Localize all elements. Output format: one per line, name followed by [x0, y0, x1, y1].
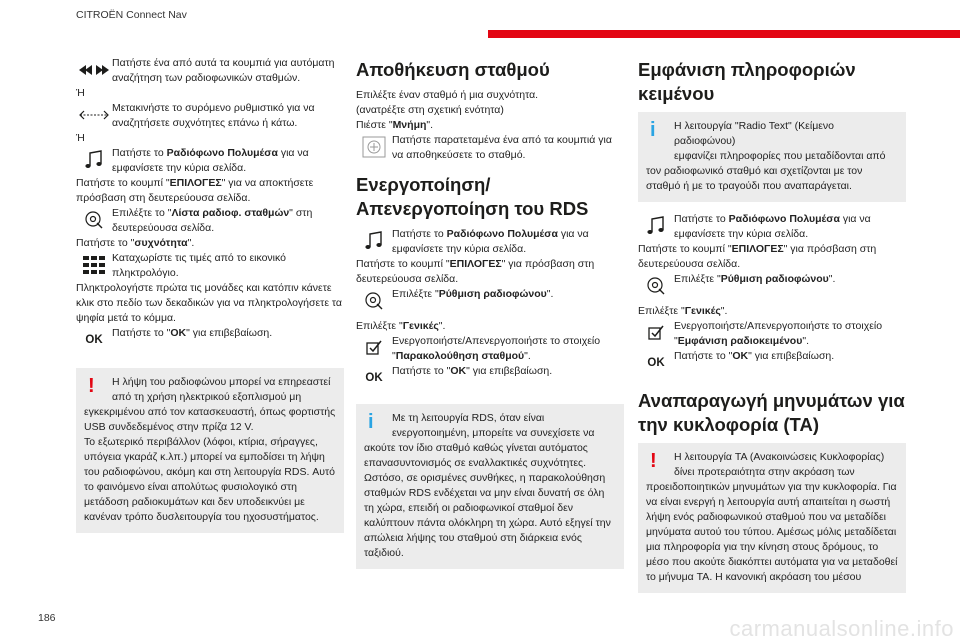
page-number: 186	[38, 612, 56, 624]
step-slider	[76, 101, 344, 131]
step-text: Πατήστε το κουμπί "ΕΠΙΛΟΓΕΣ" για να αποκτήσετε πρόσβαση στη δευτερεύουσα σελίδα.	[76, 177, 314, 204]
warning-first-line: Η λειτουργία TA (Ανακοινώσεις Κυκλοφορίας)	[674, 451, 885, 463]
section-title: Ενεργοποίηση/Απενεργοποίηση του RDS	[356, 174, 589, 219]
step-text: Καταχωρίστε τις τιμές από το εικονικό πληκτρολόγιο.	[112, 252, 286, 279]
warning-text: δίνει προτεραιότητα στην ακρόαση των προειδοποιητικών μηνυμάτων για την κυκλοφορία. Για να είναι ενεργή η λειτουργία αυτή απαιτείται η σωστή λήψη ενός ραδιοφωνικού σταθμού που να μεταδίδει μηνύματα αυτού του τύπου. Αμέσως μόλις μεταδίδεται μια πληροφορία για την κίνηση στους δρόμους, το μέσο που ακούτε διακόπτει αυτόματα για να μεταδοθεί το μήνυμα TA. Η κανονική ακρόαση του μέσου	[646, 466, 898, 583]
step-text: Πατήστε παρατεταμένα ένα από τα κουμπιά για να αποθηκεύσετε το σταθμό.	[392, 134, 612, 161]
step-text: Πατήστε ένα από αυτά τα κουμπιά για αυτόματη αναζήτηση των ραδιοφωνικών σταθμών.	[112, 57, 335, 84]
step-text: Επιλέξτε "Γενικές".	[638, 305, 728, 317]
warning-text: Το εξωτερικό περιβάλλον (λόφοι, κτίρια, σήραγγες, υπόγεια γκαράζ κ.λπ.) μπορεί να εμποδίσει τη λήψη του ραδιοφώνου, ακόμη και στη λειτουργία RDS. Αυτό το φαινόμενο είναι απολύτως φυσιολογικό στη μετάδοση ραδιοκυμάτων και δεν υποδεικνύει με κανέναν τρόπο δυσλειτουργία του ηχοσυστήματος.	[84, 436, 336, 523]
step-station-list	[76, 206, 344, 236]
step-text: Επιλέξτε "Γενικές".	[356, 320, 446, 332]
step-text: Πατήστε το "OK" για επιβεβαίωση.	[674, 350, 835, 362]
or-text: Ή	[76, 132, 85, 144]
warning-box	[638, 443, 906, 593]
step-text: Πατήστε το "OK" για επιβεβαίωση.	[392, 365, 553, 377]
warning-first-line: Η λήψη του ραδιοφώνου μπορεί να επηρεαστεί	[112, 376, 331, 388]
info-box	[356, 404, 624, 569]
step-memory	[356, 133, 624, 163]
warning-box	[76, 368, 344, 533]
step-ok	[356, 364, 624, 392]
radio-signal-icon	[356, 287, 392, 315]
keypad-icon	[76, 251, 112, 279]
step-text: Πατήστε το "συχνότητα".	[76, 237, 195, 249]
step-radio-settings	[356, 287, 624, 315]
checkbox-icon	[638, 319, 674, 347]
step-text: Πατήστε το Ραδιόφωνο Πολυμέσα για να εμφανίσετε την κύρια σελίδα.	[392, 228, 589, 255]
step-seek-buttons	[76, 56, 344, 86]
ok-label: OK	[647, 356, 665, 369]
step-text: Πιέστε "Μνήμη".	[356, 119, 434, 131]
step-text: Επιλέξτε έναν σταθμό ή μια συχνότητα.	[356, 89, 539, 101]
music-note-icon	[76, 146, 112, 174]
section-title: Αποθήκευση σταθμού	[356, 59, 550, 80]
ok-label: OK	[85, 333, 103, 346]
step-radio-media	[638, 212, 906, 242]
step-text: Ενεργοποιήστε/Απενεργοποιήστε το στοιχείο "Εμφάνιση ραδιοκειμένου".	[674, 320, 883, 347]
step-text: Πληκτρολογήστε πρώτα τις μονάδες και κατόπιν κάνετε κλικ στο πεδίο των δεκαδικών για να πληκτρολογήσετε τα ψηφία μετά το κόμμα.	[76, 282, 342, 324]
slider-arrows-icon	[76, 101, 112, 129]
info-first-line: Με τη λειτουργία RDS, όταν είναι	[392, 412, 545, 424]
info-text: ενεργοποιημένη, μπορείτε να συνεχίσετε να ακούτε τον ίδιο σταθμό καθώς γίνεται αυτόματος επανασυντονισμός σε εναλλακτικές συχνότητες. Ωστόσο, σε ορισμένες συνθήκες, η παρακολούθηση σταθμών RDS ενδέχεται να μην είναι δυνατή σε όλη τη χώρα, επειδή οι ραδιοφωνικοί σταθμοί δεν καλύπτουν πάντα ολόκληρη τη χώρα. Αυτό εξηγεί την απώλεια λήψης του σταθμού στη διάρκεια ενός ταξιδιού.	[364, 427, 611, 559]
step-text: Επιλέξτε "Ρύθμιση ραδιοφώνου".	[674, 273, 836, 285]
info-first-line: Η λειτουργία "Radio Text" (Κείμενο ραδιοφώνου)	[674, 120, 835, 147]
warning-text: από τη χρήση ηλεκτρικού εξοπλισμού μη εγκεκριμένου από τον κατασκευαστή, όπως φορτιστής USB συνδεδεμένος στην πρίζα 12 V.	[84, 391, 336, 433]
step-text: Επιλέξτε το "Λίστα ραδιοφ. σταθμών" στη δευτερεύουσα σελίδα.	[112, 207, 313, 234]
step-toggle	[638, 319, 906, 349]
step-text: Πατήστε το κουμπί "ΕΠΙΛΟΓΕΣ" για πρόσβαση στη δευτερεύουσα σελίδα.	[638, 243, 877, 270]
running-header: CITROËN Connect Nav	[76, 9, 187, 21]
step-radio-media	[76, 146, 344, 176]
column-2	[356, 56, 624, 575]
step-text: Πατήστε το Ραδιόφωνο Πολυμέσα για να εμφανίσετε την κύρια σελίδα.	[674, 213, 871, 240]
section-title: Εμφάνιση πληροφοριών κειμένου	[638, 59, 856, 104]
step-text: Πατήστε το Ραδιόφωνο Πολυμέσα για να εμφανίσετε την κύρια σελίδα.	[112, 147, 309, 174]
accent-bar	[488, 30, 960, 38]
step-radio-media	[356, 227, 624, 257]
info-icon: i	[650, 119, 656, 141]
watermark: carmanualsonline.info	[729, 616, 954, 641]
step-ok	[76, 326, 344, 354]
step-radio-settings	[638, 272, 906, 300]
info-text: εμφανίζει πληροφορίες που μεταδίδονται από τον ραδιοφωνικό σταθμό και σχετίζονται με τον σταθμό ή με το τραγούδι που αναπαράγεται.	[646, 150, 886, 192]
info-box	[638, 112, 906, 202]
step-text: Μετακινήστε το συρόμενο ρυθμιστικό για να αναζητήσετε συχνότητες επάνω ή κάτω.	[112, 102, 315, 129]
music-note-icon	[356, 227, 392, 255]
checkbox-icon	[356, 334, 392, 362]
step-text: Πατήστε το κουμπί "ΕΠΙΛΟΓΕΣ" για πρόσβαση στη δευτερεύουσα σελίδα.	[356, 258, 595, 285]
step-ok	[638, 349, 906, 377]
music-note-icon	[638, 212, 674, 240]
section-title: Αναπαραγωγή μηνυμάτων για την κυκλοφορία (TA)	[638, 390, 905, 435]
step-toggle	[356, 334, 624, 364]
radio-signal-icon	[76, 206, 112, 234]
seek-arrows-icon	[76, 56, 112, 84]
step-text: (ανατρέξτε στη σχετική ενότητα)	[356, 104, 504, 116]
info-icon: i	[368, 411, 374, 433]
radio-signal-icon	[638, 272, 674, 300]
add-preset-icon	[356, 133, 392, 161]
column-1	[76, 56, 344, 539]
step-keypad	[76, 251, 344, 281]
or-text: Ή	[76, 87, 85, 99]
step-text: Πατήστε το "OK" για επιβεβαίωση.	[112, 327, 273, 339]
ok-label: OK	[365, 371, 383, 384]
warning-icon: !	[650, 450, 657, 472]
warning-icon: !	[88, 375, 95, 397]
step-text: Ενεργοποιήστε/Απενεργοποιήστε το στοιχείο "Παρακολούθηση σταθμού".	[392, 335, 601, 362]
column-3	[638, 56, 906, 599]
step-text: Επιλέξτε "Ρύθμιση ραδιοφώνου".	[392, 288, 554, 300]
